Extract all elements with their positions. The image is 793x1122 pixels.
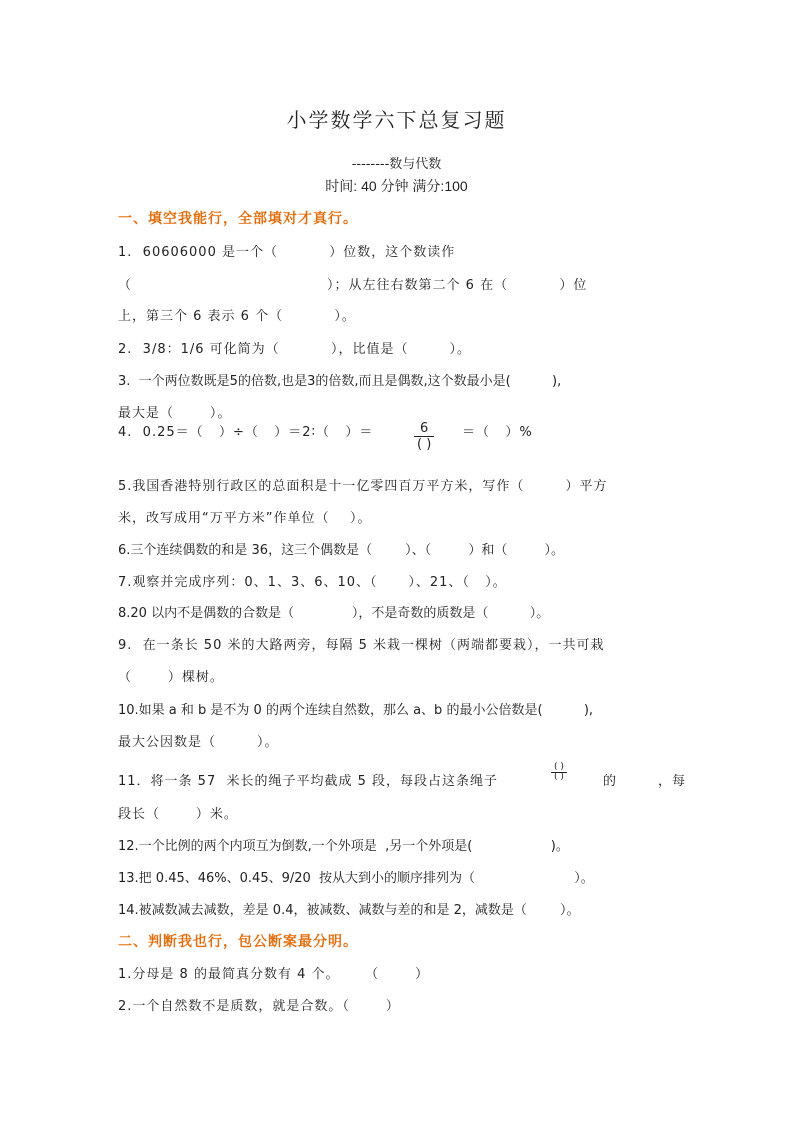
question-13: 13.把 0.45、46%、0.45、9/20 按从大到小的顺序排列为（ ）。 xyxy=(118,871,594,886)
question-1-line-2: （ ）；从左往右数第二个 6 在（ ）位 xyxy=(118,278,588,293)
question-4-fraction-denominator: ( ) xyxy=(417,437,432,452)
page-title: 小学数学六下总复习题 xyxy=(286,108,507,132)
question-4-fraction xyxy=(414,421,434,452)
section-heading-true-false: 二、判断我也行，包公断案最分明。 xyxy=(118,934,358,950)
question-9-line-1: 9. 在一条长 50 米的大路两旁，每隔 5 米栽一棵树（两端都要栽），一共可栽 xyxy=(118,638,605,653)
question-6: 6.三个连续偶数的和是 36，这三个偶数是（ ）、（ ）和（ ）。 xyxy=(118,543,565,558)
question-9-line-2: （ ）棵树。 xyxy=(118,670,224,685)
question-5-line-2: 米，改写成用“万平方米”作单位（ ）。 xyxy=(118,511,372,526)
question-1-line-3: 上，第三个 6 表示 6 个（ ）。 xyxy=(118,309,356,324)
question-8: 8.20 以内不是偶数的合数是（ ），不是奇数的质数是（ ）。 xyxy=(118,606,550,621)
question-11-line-2: 段长（ ）米。 xyxy=(118,807,238,822)
section-heading-fill-blanks: 一、填空我能行，全部填对才真行。 xyxy=(118,211,358,227)
question-12: 12.一个比例的两个内项互为倒数,一个外项是 ,另一个外项是( )。 xyxy=(118,839,569,854)
question-3-line-1: 3. 一个两位数既是5的倍数,也是3的倍数,而且是偶数,这个数最小是( ), xyxy=(118,374,562,389)
exam-meta: 时间: 40 分钟 满分:100 xyxy=(325,178,468,194)
question-11-fraction-numerator: ( ) xyxy=(551,763,567,773)
judge-question-2: 2.一个自然数不是质数，就是合数。（ ） xyxy=(118,999,400,1014)
question-1-line-1: 1. 60606000 是一个（ ）位数，这个数读作 xyxy=(118,245,456,260)
question-11-fraction-denominator: ( ) xyxy=(554,772,564,782)
question-10-line-2: 最大公因数是（ ）。 xyxy=(118,735,279,750)
question-11-fraction xyxy=(551,763,567,782)
question-5-line-1: 5.我国香港特别行政区的总面积是十一亿零四百万平方米，写作（ ）平方 xyxy=(118,479,608,494)
question-7: 7.观察并完成序列：0、1、3、6、10、（ ）、21、（ ）。 xyxy=(118,575,507,590)
page-subtitle: --------数与代数 xyxy=(351,157,442,172)
question-11-line-1a: 11．将一条 57 米长的绳子平均截成 5 段，每段占这条绳子 xyxy=(118,774,499,789)
judge-question-1: 1.分母是 8 的最简真分数有 4 个。 （ ） xyxy=(118,967,430,982)
question-2: 2. 3/8：1/6 可化简为（ ），比值是（ ）。 xyxy=(118,342,472,357)
question-4-fraction-numerator: 6 xyxy=(414,421,434,437)
question-4-text: 4. 0.25＝（ ）÷（ ）＝2∶（ ）＝ xyxy=(118,425,374,440)
question-11-line-1b: 的 ，每 xyxy=(603,774,687,789)
question-3-line-2: 最大是（ ）。 xyxy=(118,406,232,421)
question-14: 14.被减数减去减数，差是 0.4，被减数、减数与差的和是 2，减数是（ ）。 xyxy=(118,903,580,918)
question-4-tail: ＝（ ）% xyxy=(462,425,533,440)
question-10-line-1: 10.如果 a 和 b 是不为 0 的两个连续自然数，那么 a、b 的最小公倍数是( ), xyxy=(118,703,594,718)
